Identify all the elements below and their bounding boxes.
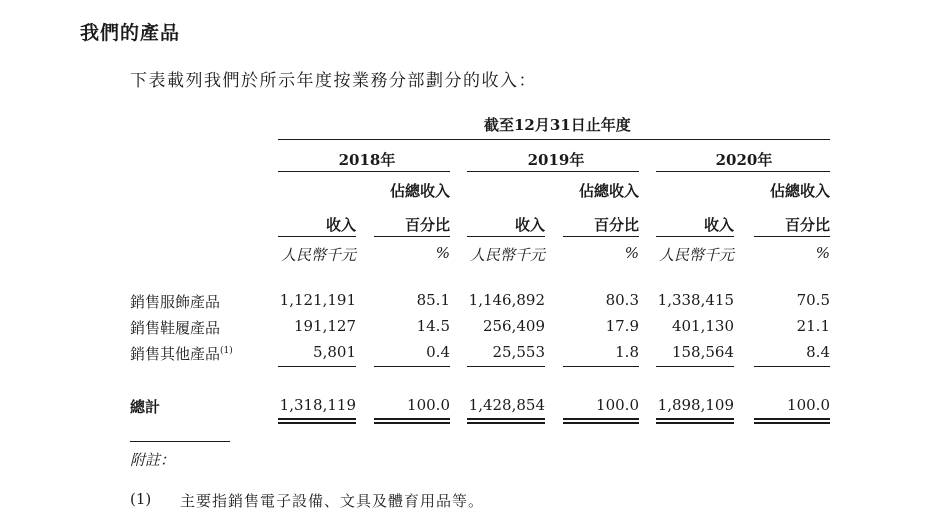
total-cell: 1,898,109 (657, 396, 734, 414)
cell: 256,409 (482, 317, 545, 335)
cell: 191,127 (293, 317, 356, 335)
year-2020-header: 2020年 (715, 151, 773, 169)
unit-revenue-2019: 人民幣千元 (469, 246, 545, 264)
pct-2018-rule (374, 236, 450, 237)
year-2019-header: 2019年 (527, 151, 585, 169)
total-double-rule-top (278, 418, 356, 420)
cell: 1,338,415 (657, 291, 734, 309)
pct-header-2018-line1: 佔總收入 (389, 182, 450, 200)
total-cell: 1,428,854 (468, 396, 545, 414)
cell: 21.1 (796, 317, 830, 335)
footnote-marker: (1) (220, 346, 233, 356)
total-double-rule-bottom (467, 422, 545, 424)
cell: 1,121,191 (279, 291, 356, 309)
total-double-rule-bottom (374, 422, 450, 424)
intro-paragraph: 下表載列我們於所示年度按業務分部劃分的收入： (130, 71, 537, 91)
cell: 14.5 (416, 317, 450, 335)
total-cell: 1,318,119 (279, 396, 356, 414)
subtotal-rule (467, 366, 545, 367)
unit-pct-2020: % (815, 244, 830, 262)
cell: 0.4 (426, 343, 450, 361)
total-double-rule-bottom (754, 422, 830, 424)
total-double-rule-top (754, 418, 830, 420)
cell: 25,553 (492, 343, 545, 361)
period-header: 截至12月31日止年度 (484, 116, 631, 134)
total-double-rule-bottom (278, 422, 356, 424)
revenue-2018-rule (278, 236, 356, 237)
pct-header-2020-line2: 百分比 (784, 216, 830, 234)
pct-header-2019-line1: 佔總收入 (578, 182, 639, 200)
revenue-header-2018: 收入 (325, 216, 356, 234)
revenue-header-2019: 收入 (514, 216, 545, 234)
subtotal-rule (754, 366, 830, 367)
year-2018-header: 2018年 (338, 151, 396, 169)
cell: 5,801 (313, 343, 356, 361)
footnote-number: (1) (130, 490, 152, 508)
pct-2020-rule (754, 236, 830, 237)
revenue-header-2020: 收入 (703, 216, 734, 234)
revenue-2019-rule (467, 236, 545, 237)
year-2018-rule (278, 171, 450, 172)
total-double-rule-bottom (563, 422, 639, 424)
total-cell: 100.0 (787, 396, 830, 414)
total-double-rule-top (563, 418, 639, 420)
subtotal-rule (563, 366, 639, 367)
pct-2019-rule (563, 236, 639, 237)
pct-header-2020-line1: 佔總收入 (769, 182, 830, 200)
total-double-rule-bottom (656, 422, 734, 424)
cell: 17.9 (605, 317, 639, 335)
cell: 401,130 (671, 317, 734, 335)
pct-header-2019-line2: 百分比 (593, 216, 639, 234)
year-2020-rule (656, 171, 830, 172)
subtotal-rule (656, 366, 734, 367)
total-double-rule-top (374, 418, 450, 420)
total-label: 總計 (130, 398, 161, 416)
revenue-2020-rule (656, 236, 734, 237)
cell: 158,564 (671, 343, 734, 361)
cell: 1.8 (615, 343, 639, 361)
cell: 70.5 (796, 291, 830, 309)
row-label: 銷售鞋履產品 (130, 319, 221, 337)
pct-header-2018-line2: 百分比 (404, 216, 450, 234)
total-double-rule-top (656, 418, 734, 420)
year-2019-rule (467, 171, 639, 172)
section-title: 我們的產品 (80, 22, 181, 44)
total-cell: 100.0 (596, 396, 639, 414)
row-label: 銷售其他產品 (130, 345, 221, 363)
unit-revenue-2018: 人民幣千元 (280, 246, 356, 264)
total-double-rule-top (467, 418, 545, 420)
unit-revenue-2020: 人民幣千元 (658, 246, 734, 264)
unit-pct-2019: % (624, 244, 639, 262)
period-rule (278, 139, 830, 140)
notes-divider (130, 441, 230, 442)
cell: 85.1 (416, 291, 450, 309)
row-label: 銷售服飾產品 (130, 293, 221, 311)
cell: 80.3 (605, 291, 639, 309)
subtotal-rule (278, 366, 356, 367)
unit-pct-2018: % (435, 244, 450, 262)
footnote-text: 主要指銷售電子設備、文具及體育用品等。 (180, 492, 485, 510)
subtotal-rule (374, 366, 450, 367)
notes-label: 附註： (130, 451, 176, 469)
total-cell: 100.0 (407, 396, 450, 414)
cell: 1,146,892 (468, 291, 545, 309)
cell: 8.4 (806, 343, 830, 361)
row-label-with-note (130, 343, 233, 364)
